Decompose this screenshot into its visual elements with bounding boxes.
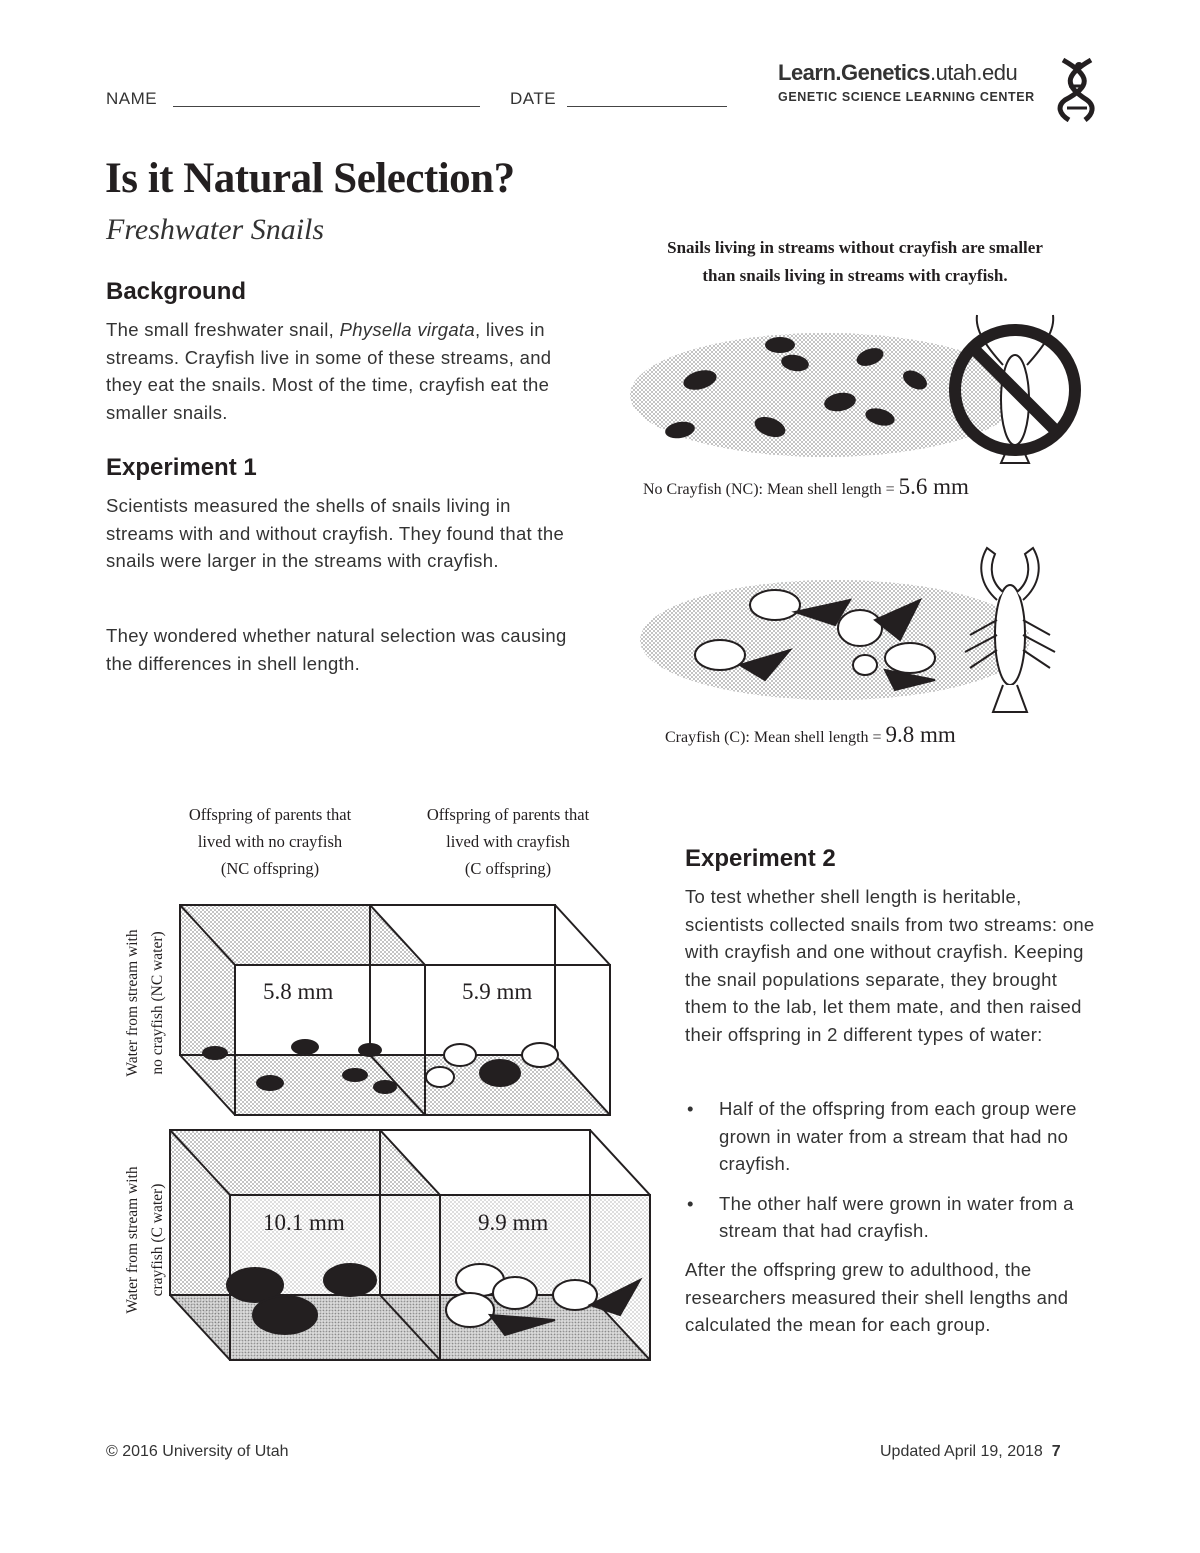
tanks-illustration xyxy=(160,895,660,1370)
row2-line2: crayfish (C water) xyxy=(149,1183,166,1297)
updated-text: Updated April 19, 2018 xyxy=(880,1443,1043,1460)
logo-subtitle: GENETIC SCIENCE LEARNING CENTER xyxy=(778,90,1035,104)
experiment1-paragraph2: They wondered whether natural selection was causing the differences in shell length. xyxy=(106,625,567,674)
col1-line3: (NC offspring) xyxy=(220,859,320,878)
stream-patch-c xyxy=(640,580,1030,700)
species-name: Physella virgata xyxy=(339,319,475,340)
page-number: 7 xyxy=(1051,1443,1061,1460)
c-mean-label: Crayfish (C): Mean shell length = xyxy=(665,729,886,746)
date-label: DATE xyxy=(510,89,557,108)
experiment2-bullets xyxy=(685,1095,1095,1257)
site-logo[interactable] xyxy=(778,60,1035,104)
nc-mean-label: No Crayfish (NC): Mean shell length = xyxy=(643,481,899,498)
experiment1-heading: Experiment 1 xyxy=(106,454,257,481)
experiment1-paragraph1: Scientists measured the shells of snails living in streams with and without crayfish. They found that the snails were larger in the streams with crayfish. xyxy=(106,495,565,571)
figure1-caption xyxy=(620,234,1090,290)
bullet-dot-icon: • xyxy=(687,1098,694,1119)
row1-line2: no crayfish (NC water) xyxy=(149,931,166,1075)
c-water-tanks xyxy=(170,1130,650,1360)
date-field[interactable] xyxy=(567,106,727,107)
experiment2-intro: To test whether shell length is heritable, scientists collected snails from two streams: one with crayfish and one without crayfish. Keeping the snail populations separate, they brought them to the lab, let them mate, and then raised their offspring in 2 different types of water: xyxy=(685,886,1095,1045)
nc-water-nc-offspring-value: 5.8 mm xyxy=(263,979,334,1004)
col2-line1: Offspring of parents that xyxy=(426,805,590,824)
nc-water-c-offspring-value: 5.9 mm xyxy=(462,979,533,1004)
background-text-after: , lives in streams. Crayfish live in some of these streams, and they eat the snails. Most of the time, crayfish eat the smaller snails. xyxy=(106,319,552,423)
page-subtitle: Freshwater Snails xyxy=(106,213,325,246)
nc-water-tanks xyxy=(180,905,610,1115)
background-paragraph xyxy=(106,316,566,426)
bullet-item xyxy=(685,1190,1095,1245)
row1-line1: Water from stream with xyxy=(124,929,141,1077)
crayfish-icon xyxy=(965,548,1055,712)
column-header-nc-offspring xyxy=(160,801,380,882)
col2-line2: lived with crayfish xyxy=(446,832,570,851)
figure1-caption-line1: Snails living in streams without crayfish are smaller xyxy=(667,238,1043,257)
nc-mean-caption xyxy=(643,474,969,500)
name-label: NAME xyxy=(106,89,158,108)
c-mean-caption xyxy=(665,722,956,748)
c-water-nc-offspring-value: 10.1 mm xyxy=(263,1210,345,1235)
dna-logo-icon xyxy=(1055,56,1099,122)
column-header-c-offspring xyxy=(398,801,618,882)
logo-name-light: .utah.edu xyxy=(929,60,1018,85)
bullet-text: The other half were grown in water from a stream that had crayfish. xyxy=(719,1192,1074,1241)
col2-line3: (C offspring) xyxy=(464,859,552,878)
background-heading: Background xyxy=(106,278,247,305)
bullet-item xyxy=(685,1095,1095,1178)
experiment2-conclusion: After the offspring grew to adulthood, the researchers measured their shell lengths and calculated the mean for each group. xyxy=(685,1259,1069,1335)
nc-mean-value: 5.6 mm xyxy=(898,474,969,499)
bullet-dot-icon: • xyxy=(687,1192,694,1214)
figure1-caption-line2: than snails living in streams with crayfish. xyxy=(702,266,1008,285)
page-title: Is it Natural Selection? xyxy=(105,155,515,202)
crayfish-stream-illustration xyxy=(635,540,1075,720)
background-text-before: The small freshwater snail, xyxy=(106,319,340,340)
c-mean-value: 9.8 mm xyxy=(885,722,956,747)
no-crayfish-stream-illustration xyxy=(625,305,1095,475)
col1-line2: lived with no crayfish xyxy=(197,832,343,851)
name-field[interactable] xyxy=(173,106,480,107)
row2-line1: Water from stream with xyxy=(124,1166,141,1314)
copyright-notice: © 2016 University of Utah xyxy=(106,1443,289,1460)
logo-name-bold: Learn.Genetics xyxy=(778,60,930,85)
updated-date xyxy=(880,1443,1061,1461)
c-water-c-offspring-value: 9.9 mm xyxy=(478,1210,549,1235)
bullet-text: Half of the offspring from each group were grown in water from a stream that had no crayfish. xyxy=(719,1098,1077,1174)
col1-line1: Offspring of parents that xyxy=(188,805,352,824)
experiment2-heading: Experiment 2 xyxy=(685,845,836,872)
